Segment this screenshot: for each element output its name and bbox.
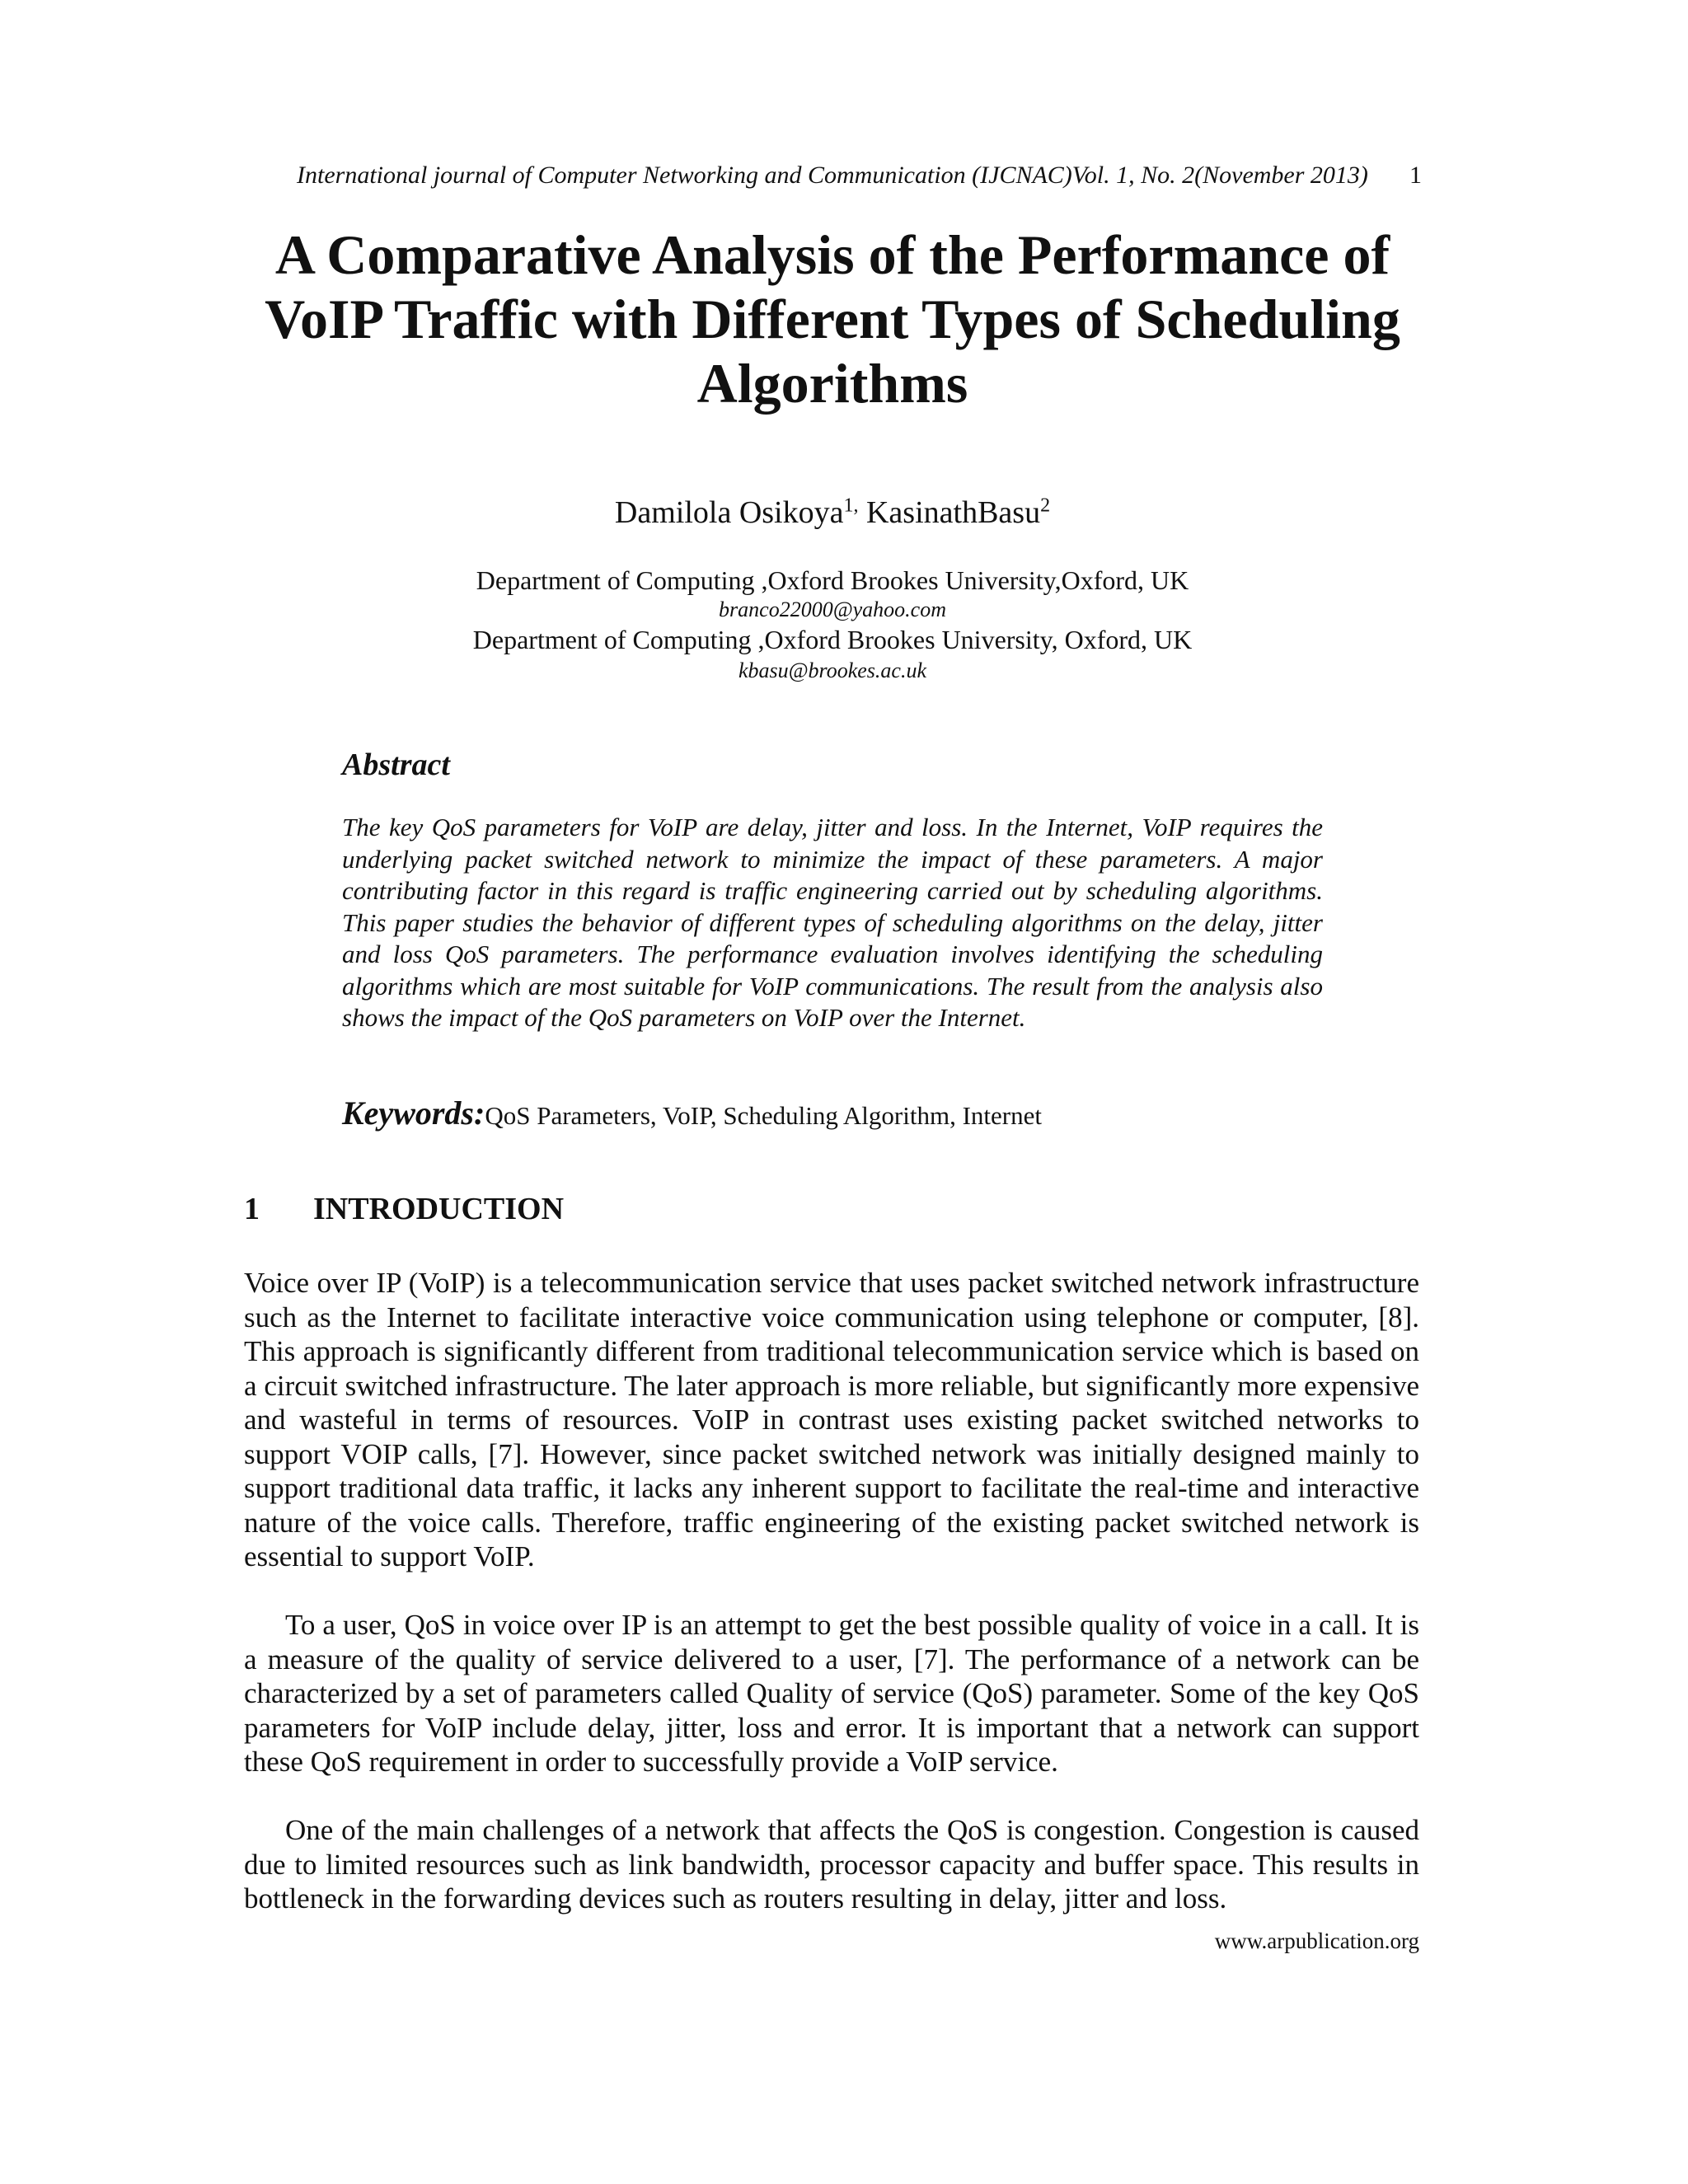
author-2: KasinathBasu: [865, 495, 1041, 530]
affiliation-2-email[interactable]: kbasu@brookes.ac.uk: [738, 658, 926, 682]
abstract-text: The key QoS parameters for VoIP are delay, jitter and loss. In the Internet, VoIP requires the underlying packet switched network to minimize the impact of these parameters. A major contributing factor in this regard is traffic engineering carried out by scheduling algorithms. This paper studies the behavior of different types of scheduling algorithms on the delay, jitter and loss QoS parameters. The performance evaluation involves identifying the scheduling algorithms which are most suitable for VoIP communications. The result from the analysis also shows the impact of the QoS parameters on VoIP over the Internet.: [342, 813, 1323, 1032]
paper-title: [247, 223, 1418, 415]
keywords-text: QoS Parameters, VoIP, Scheduling Algorithm, Internet: [485, 1101, 1042, 1130]
author-1-affiliation-mark: 1,: [843, 494, 859, 517]
affiliation-1: Department of Computing ,Oxford Brookes University,Oxford, UK: [476, 565, 1189, 595]
page-number: 1: [1409, 162, 1422, 189]
section-title: INTRODUCTION: [313, 1192, 565, 1226]
author-list: [247, 494, 1418, 531]
publisher-url[interactable]: www.arpublication.org: [1214, 1929, 1419, 1953]
affiliation-1-email[interactable]: branco22000@yahoo.com: [719, 598, 946, 621]
title-line-1: A Comparative Analysis of the Performance of: [274, 223, 1390, 286]
title-line-3: Algorithms: [696, 352, 968, 415]
journal-header: International journal of Computer Networking and Communication (IJCNAC)Vol. 1, No. 2(November 2013): [297, 162, 1368, 189]
intro-paragraph-3: One of the main challenges of a network that affects the QoS is congestion. Congestion is caused due to limited resources such as link bandwidth, processor capacity and buffer space. This results in bottleneck in the forwarding devices such as routers resulting in delay, jitter and loss.: [244, 1814, 1419, 1915]
author-1: Damilola Osikoya: [614, 495, 844, 530]
author-2-affiliation-mark: 2: [1040, 494, 1051, 517]
title-line-2: VoIP Traffic with Different Types of Scheduling: [265, 288, 1400, 350]
abstract-heading: Abstract: [342, 748, 450, 782]
intro-paragraph-1: Voice over IP (VoIP) is a telecommunication service that uses packet switched network infrastructure such as the Internet to facilitate interactive voice communication using telephone or computer, [8]. This approach is significantly different from traditional telecommunication service which is based on a circuit switched infrastructure. The later approach is more reliable, but significantly more expensive and wasteful in terms of resources. VoIP in contrast uses existing packet switched networks to support VOIP calls, [7]. However, since packet switched network was initially designed mainly to support traditional data traffic, it lacks any inherent support to facilitate the real-time and interactive nature of the voice calls. Therefore, traffic engineering of the existing packet switched network is essential to support VoIP.: [244, 1267, 1419, 1572]
keywords-line: [342, 1094, 1042, 1132]
intro-paragraph-2: To a user, QoS in voice over IP is an attempt to get the best possible quality of voice in a call. It is a measure of the quality of service delivered to a user, [7]. The performance of a network can be characterized by a set of parameters called Quality of service (QoS) parameter. Some of the key QoS parameters for VoIP include delay, jitter, loss and error. It is important that a network can support these QoS requirement in order to successfully provide a VoIP service.: [244, 1609, 1419, 1778]
section-heading: [244, 1191, 564, 1227]
affiliation-2: Department of Computing ,Oxford Brookes University, Oxford, UK: [472, 625, 1193, 654]
section-number: 1: [244, 1192, 260, 1226]
keywords-label: Keywords:: [342, 1094, 485, 1132]
